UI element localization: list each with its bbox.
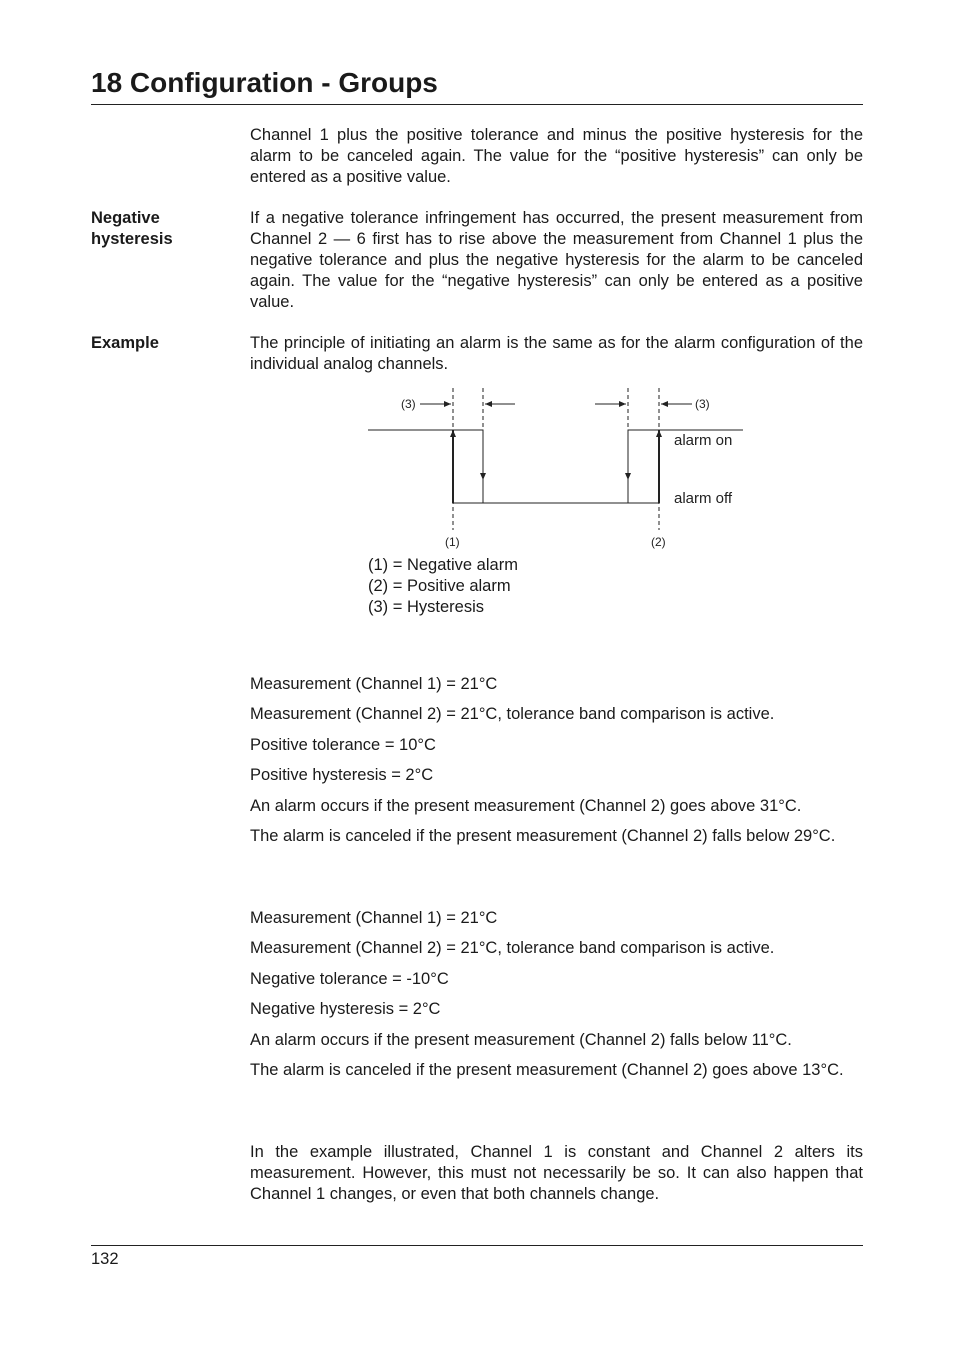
positive-example-line: Positive hysteresis = 2°C (250, 766, 434, 784)
alarm-off-label: alarm off (674, 490, 733, 507)
alarm-on-label: alarm on (674, 432, 733, 449)
positive-example-line: An alarm occurs if the present measurement (Channel 2) goes above 31°C. (250, 797, 802, 815)
legend-item: (3) = Hysteresis (368, 598, 484, 616)
positive-example-line: Measurement (Channel 2) = 21°C, tolerance band comparison is active. (250, 705, 775, 723)
positive-alarm-marker: (2) (651, 535, 666, 549)
negative-example-line: Measurement (Channel 1) = 21°C (250, 909, 498, 927)
side-heading-negative-hysteresis: Negative hysteresis (91, 209, 173, 248)
negative-example-line: An alarm occurs if the present measurement (Channel 2) falls below 11°C. (250, 1031, 792, 1049)
negative-alarm-marker: (1) (445, 535, 460, 549)
legend-item: (2) = Positive alarm (368, 577, 511, 595)
page-number: 132 (91, 1250, 119, 1268)
paragraph-positive-hysteresis-cont: Channel 1 plus the positive tolerance and minus the positive hysteresis for the alarm to be canceled again. The value for the “positive hysteresis” can only be entered as a positive value. (250, 126, 863, 186)
side-heading-example: Example (91, 334, 159, 352)
negative-example-line: Negative tolerance = -10°C (250, 970, 449, 988)
hysteresis-diagram (0, 0, 954, 560)
page-title: 18 Configuration - Groups (91, 67, 438, 98)
hysteresis-label-left: (3) (401, 397, 416, 411)
hysteresis-curve (368, 404, 743, 503)
footer-rule (91, 1245, 863, 1246)
hysteresis-label-right: (3) (695, 397, 710, 411)
negative-example-line: Measurement (Channel 2) = 21°C, tolerance band comparison is active. (250, 939, 775, 957)
legend-item: (1) = Negative alarm (368, 556, 518, 574)
positive-example-line: Measurement (Channel 1) = 21°C (250, 675, 498, 693)
negative-example-line: Negative hysteresis = 2°C (250, 1000, 441, 1018)
positive-example-line: The alarm is canceled if the present measurement (Channel 2) falls below 29°C. (250, 827, 836, 845)
paragraph-example: The principle of initiating an alarm is the same as for the alarm configuration of the individual analog channels. (250, 334, 863, 373)
closing-paragraph: In the example illustrated, Channel 1 is constant and Channel 2 alters its measurement. However, this must not necessarily be so. It can also happen that Channel 1 changes, or even that both channels change. (250, 1143, 863, 1203)
paragraph-negative-hysteresis: If a negative tolerance infringement has occurred, the present measurement from Channel 2 — 6 first has to rise above the measurement from Channel 1 plus the negative tolerance and plus the negative hysteresis for the alarm to be canceled again. The value for the “negative hysteresis” can only be entered as a positive value. (250, 209, 863, 311)
negative-example-line: The alarm is canceled if the present measurement (Channel 2) goes above 13°C. (250, 1061, 844, 1079)
positive-example-line: Positive tolerance = 10°C (250, 736, 436, 754)
